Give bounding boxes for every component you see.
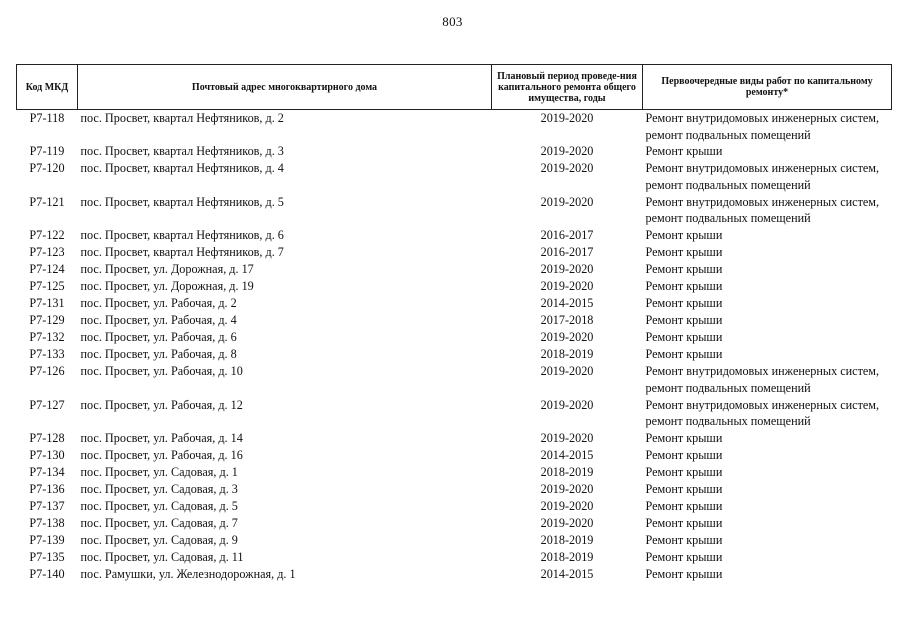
cell-period: 2019-2020 — [540, 279, 594, 294]
cell-works: Ремонт крыши — [645, 228, 723, 243]
cell-works: Ремонт крыши — [645, 532, 723, 547]
cell-works: Ремонт крыши — [645, 245, 723, 260]
table-header-row — [17, 65, 892, 110]
table-row — [17, 278, 892, 295]
cell-works: Ремонт внутридомовых инженерных систем, ремонт подвальных помещений — [645, 111, 880, 142]
cell-period: 2018-2019 — [540, 464, 594, 479]
cell-period: 2016-2017 — [540, 245, 594, 260]
cell-period: 2019-2020 — [540, 161, 594, 176]
cell-code: Р7-124 — [29, 262, 65, 277]
cell-address: пос. Просвет, квартал Нефтяников, д. 4 — [80, 161, 284, 176]
cell-works: Ремонт крыши — [645, 144, 723, 159]
table-row — [17, 430, 892, 447]
cell-period: 2019-2020 — [540, 194, 594, 209]
table-row — [17, 227, 892, 244]
cell-works: Ремонт крыши — [645, 481, 723, 496]
cell-works: Ремонт внутридомовых инженерных систем, ремонт подвальных помещений — [645, 161, 880, 192]
cell-code: Р7-121 — [29, 194, 65, 209]
cell-address: пос. Просвет, ул. Рабочая, д. 14 — [80, 430, 243, 445]
header-period: Плановый период проведе-ния капитального ремонта общего имущества, годы — [492, 65, 643, 110]
cell-period: 2019-2020 — [540, 481, 594, 496]
cell-address: пос. Просвет, ул. Садовая, д. 11 — [80, 549, 244, 564]
page-number: 803 — [442, 14, 463, 29]
capital-repair-table — [16, 64, 892, 583]
table-row — [17, 143, 892, 160]
cell-works: Ремонт крыши — [645, 279, 723, 294]
cell-works: Ремонт крыши — [645, 296, 723, 311]
table-row — [17, 498, 892, 515]
cell-works: Ремонт крыши — [645, 464, 723, 479]
cell-address: пос. Просвет, ул. Рабочая, д. 16 — [80, 447, 243, 462]
table-row — [17, 464, 892, 481]
cell-code: Р7-120 — [29, 161, 65, 176]
cell-works: Ремонт крыши — [645, 498, 723, 513]
cell-period: 2018-2019 — [540, 532, 594, 547]
cell-works: Ремонт крыши — [645, 447, 723, 462]
cell-works: Ремонт внутридомовых инженерных систем, ремонт подвальных помещений — [645, 194, 880, 226]
cell-address: пос. Просвет, ул. Дорожная, д. 19 — [80, 279, 254, 294]
cell-address: пос. Просвет, ул. Садовая, д. 1 — [80, 464, 238, 479]
cell-code: Р7-132 — [29, 330, 65, 345]
cell-code: Р7-126 — [29, 364, 65, 379]
cell-address: пос. Просвет, квартал Нефтяников, д. 5 — [80, 194, 284, 209]
cell-code: Р7-122 — [29, 228, 65, 243]
table-row — [17, 110, 892, 144]
cell-code: Р7-130 — [29, 447, 65, 462]
cell-period: 2019-2020 — [540, 498, 594, 513]
cell-code: Р7-140 — [29, 566, 65, 581]
cell-works: Ремонт крыши — [645, 549, 723, 564]
cell-works: Ремонт крыши — [645, 262, 723, 277]
cell-code: Р7-125 — [29, 279, 65, 294]
cell-works: Ремонт крыши — [645, 347, 723, 362]
table-row — [17, 515, 892, 532]
cell-works: Ремонт крыши — [645, 515, 723, 530]
cell-code: Р7-135 — [29, 549, 65, 564]
cell-address: пос. Просвет, ул. Рабочая, д. 2 — [80, 296, 237, 311]
cell-period: 2017-2018 — [540, 313, 594, 328]
cell-address: пос. Просвет, квартал Нефтяников, д. 3 — [80, 144, 284, 159]
table-row — [17, 363, 892, 396]
cell-code: Р7-137 — [29, 498, 65, 513]
cell-period: 2019-2020 — [540, 364, 594, 379]
table-row — [17, 329, 892, 346]
cell-period: 2019-2020 — [540, 397, 594, 412]
table-row — [17, 244, 892, 261]
cell-code: Р7-131 — [29, 296, 65, 311]
cell-period: 2018-2019 — [540, 549, 594, 564]
cell-period: 2018-2019 — [540, 347, 594, 362]
cell-code: Р7-118 — [29, 111, 65, 125]
cell-period: 2019-2020 — [540, 262, 594, 277]
table-row — [17, 397, 892, 430]
table-row — [17, 549, 892, 566]
cell-works: Ремонт крыши — [645, 330, 723, 345]
cell-code: Р7-119 — [29, 144, 65, 159]
table-row — [17, 532, 892, 549]
table-row — [17, 481, 892, 498]
cell-address: пос. Просвет, ул. Садовая, д. 5 — [80, 498, 238, 513]
header-works: Первоочередные виды работ по капитальному ремонту* — [643, 65, 892, 110]
cell-address: пос. Рамушки, ул. Железнодорожная, д. 1 — [80, 566, 296, 581]
cell-code: Р7-133 — [29, 347, 65, 362]
cell-period: 2019-2020 — [540, 430, 594, 445]
cell-code: Р7-129 — [29, 313, 65, 328]
cell-works: Ремонт крыши — [645, 566, 723, 581]
cell-works: Ремонт внутридомовых инженерных систем, ремонт подвальных помещений — [645, 364, 880, 395]
cell-period: 2014-2015 — [540, 566, 594, 581]
cell-code: Р7-128 — [29, 430, 65, 445]
cell-address: пос. Просвет, ул. Садовая, д. 9 — [80, 532, 238, 547]
table-row — [17, 261, 892, 278]
table-row — [17, 160, 892, 193]
cell-works: Ремонт крыши — [645, 313, 723, 328]
cell-address: пос. Просвет, ул. Рабочая, д. 4 — [80, 313, 237, 328]
cell-period: 2014-2015 — [540, 296, 594, 311]
cell-period: 2016-2017 — [540, 228, 594, 243]
cell-works: Ремонт крыши — [645, 430, 723, 445]
table-row — [17, 447, 892, 464]
cell-address: пос. Просвет, квартал Нефтяников, д. 7 — [80, 245, 284, 260]
header-address: Почтовый адрес многоквартирного дома — [78, 65, 492, 110]
cell-address: пос. Просвет, ул. Рабочая, д. 10 — [80, 364, 243, 379]
cell-code: Р7-123 — [29, 245, 65, 260]
cell-address: пос. Просвет, квартал Нефтяников, д. 2 — [80, 111, 284, 125]
cell-period: 2014-2015 — [540, 447, 594, 462]
cell-address: пос. Просвет, ул. Садовая, д. 3 — [80, 481, 238, 496]
cell-address: пос. Просвет, ул. Садовая, д. 7 — [80, 515, 238, 530]
table-row — [17, 194, 892, 227]
cell-period: 2019-2020 — [540, 144, 594, 159]
cell-address: пос. Просвет, ул. Дорожная, д. 17 — [80, 262, 254, 277]
cell-works: Ремонт внутридомовых инженерных систем, ремонт подвальных помещений — [645, 397, 880, 429]
cell-address: пос. Просвет, ул. Рабочая, д. 6 — [80, 330, 237, 345]
table-row — [17, 312, 892, 329]
cell-address: пос. Просвет, ул. Рабочая, д. 8 — [80, 347, 237, 362]
cell-code: Р7-136 — [29, 481, 65, 496]
header-code: Код МКД — [17, 65, 78, 110]
table-row — [17, 346, 892, 363]
cell-code: Р7-139 — [29, 532, 65, 547]
table-row — [17, 295, 892, 312]
cell-code: Р7-134 — [29, 464, 65, 479]
cell-period: 2019-2020 — [540, 515, 594, 530]
cell-code: Р7-127 — [29, 397, 65, 412]
cell-period: 2019-2020 — [540, 111, 594, 125]
table-row — [17, 566, 892, 583]
cell-address: пос. Просвет, квартал Нефтяников, д. 6 — [80, 228, 284, 243]
cell-period: 2019-2020 — [540, 330, 594, 345]
cell-code: Р7-138 — [29, 515, 65, 530]
cell-address: пос. Просвет, ул. Рабочая, д. 12 — [80, 397, 243, 412]
